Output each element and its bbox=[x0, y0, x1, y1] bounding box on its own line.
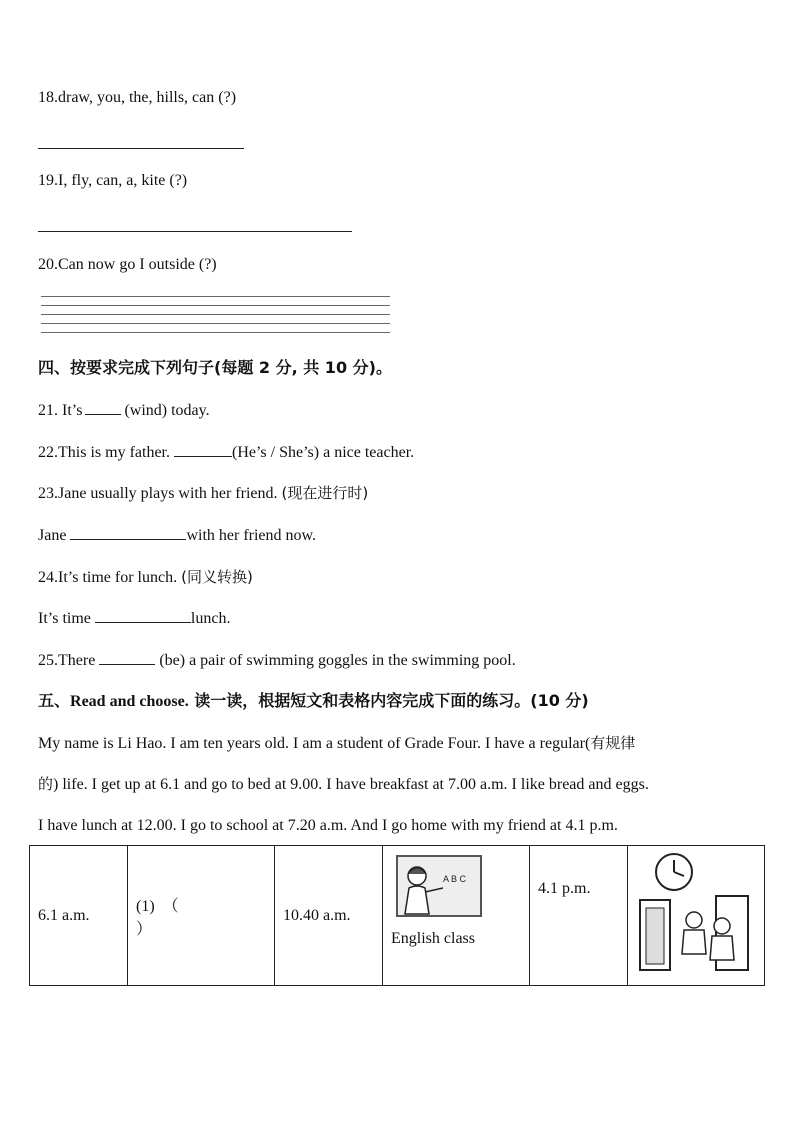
cell-time-getup: 6.1 a.m. bbox=[30, 846, 128, 986]
passage-line-1: My name is Li Hao. I am ten years old. I am a student of Grade Four. I have a regular(有规律 bbox=[38, 734, 636, 752]
question-19: 19.I, fly, can, a, kite (?) bbox=[38, 172, 188, 189]
board-letters: A B C bbox=[443, 874, 467, 884]
school-gate-clock-icon bbox=[632, 850, 758, 976]
blank-22[interactable] bbox=[174, 442, 232, 457]
passage-line-2: 的) life. I get up at 6.1 and go to bed at 9.00. I have breakfast at 7.00 a.m. I like bread and eggs. bbox=[38, 775, 649, 793]
answer-line-19[interactable] bbox=[38, 231, 352, 232]
question-25: 25.There (be) a pair of swimming goggles in the swimming pool. bbox=[38, 652, 516, 669]
schedule-table bbox=[29, 845, 765, 986]
passage-line-3: I have lunch at 12.00. I go to school at 7.20 a.m. And I go home with my friend at 4.1 p.m. bbox=[38, 817, 618, 834]
question-23: 23.Jane usually plays with her friend. (现在进行时) bbox=[38, 484, 369, 502]
cell-time-class: 10.40 a.m. bbox=[275, 846, 383, 986]
cell-english-class: A B C English class bbox=[383, 846, 530, 986]
blank-21[interactable] bbox=[85, 400, 121, 415]
question-24: 24.It’s time for lunch. (同义转换) bbox=[38, 568, 253, 586]
teacher-blackboard-icon bbox=[391, 852, 485, 924]
question-21: 21. It’s (wind) today. bbox=[38, 402, 210, 419]
question-20: 20.Can now go I outside (?) bbox=[38, 256, 217, 273]
question-22: 22.This is my father. (He’s / She’s) a nice teacher. bbox=[38, 444, 415, 461]
section-4-heading: 四、按要求完成下列句子(每题 2 分, 共 10 分)。 bbox=[38, 358, 392, 377]
blank-23[interactable] bbox=[70, 525, 186, 540]
answer-24: It’s time lunch. bbox=[38, 610, 231, 627]
blank-25[interactable] bbox=[99, 650, 155, 665]
cell-time-home: 4.1 p.m. bbox=[530, 846, 628, 986]
cell-answer-1[interactable]: (1) （） bbox=[128, 846, 275, 986]
blank-24[interactable] bbox=[95, 608, 191, 623]
question-18: 18.draw, you, the, hills, can (?) bbox=[38, 89, 237, 106]
answer-line-18[interactable] bbox=[38, 148, 244, 149]
answer-23: Jane with her friend now. bbox=[38, 527, 317, 544]
section-5-heading: 五、Read and choose. 读一读，根据短文和表格内容完成下面的练习。(10 分) bbox=[38, 691, 589, 710]
cell-go-home-picture bbox=[628, 846, 765, 986]
